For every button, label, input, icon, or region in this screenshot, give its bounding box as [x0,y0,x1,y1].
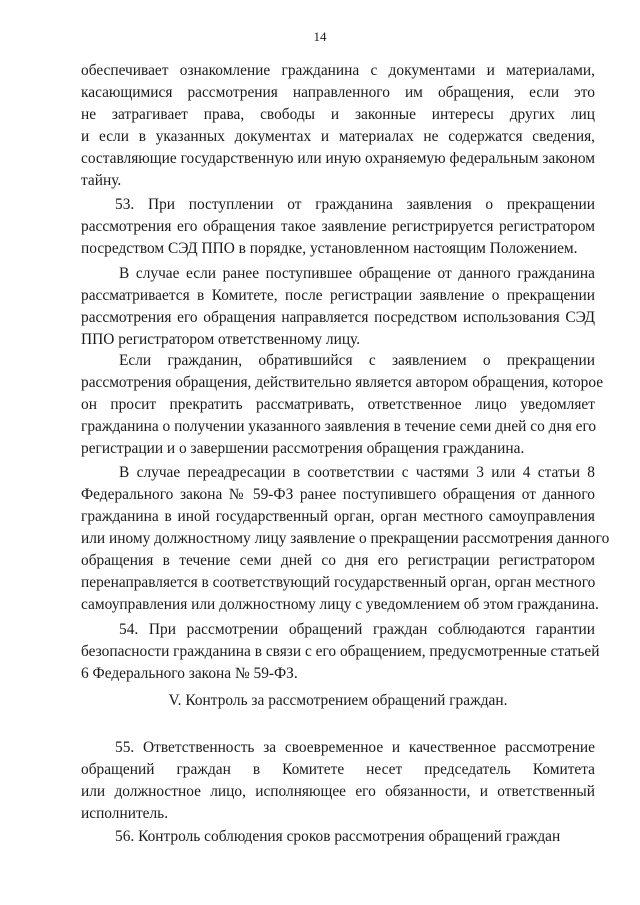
text-line: регистрации и о завершении рассмотрения обращения гражданина. [81,440,525,457]
text-line: 6 Федерального закона № 59-ФЗ. [81,665,298,682]
text-line: тайну. [81,172,122,189]
text-line: самоуправления или должностному лицу с уведомлением об этом гражданина. [81,596,599,613]
text-line: или иному должностному лицу заявление о прекращении рассмотрения данного [81,530,610,547]
text-line: безопасности гражданина в связи с его обращением, предусмотренные статьей [81,643,600,660]
text-line: или должностное лицо, исполняющее его обязанности, и ответственный [81,783,595,800]
text-line: обеспечивает ознакомление гражданина с документами и материалами, [81,62,595,79]
text-line: не затрагивает права, свободы и законные интересы других лиц [81,106,595,123]
text-line: гражданина о получении указанного заявления в течение семи дней со дня его [81,418,597,435]
text-line: ППО регистратором ответственному лицу. [81,331,361,348]
text-line: В случае переадресации в соответствии с частями 3 или 4 статьи 8 [119,464,595,481]
section-heading: V. Контроль за рассмотрением обращений граждан. [168,692,508,709]
text-line: 54. При рассмотрении обращений граждан соблюдаются гарантии [119,621,595,638]
text-line: Федерального закона № 59-ФЗ ранее поступившего обращения от данного [81,486,595,503]
text-line: обращения в течение семи дней со дня его регистрации регистратором [81,552,595,569]
text-line: гражданина в иной государственный орган, орган местного самоуправления [81,508,595,525]
text-line: составляющие государственную или иную охраняемую федеральным законом [81,150,595,167]
page-number: 14 [313,29,327,44]
text-line: 55. Ответственность за своевременное и качественное рассмотрение [115,739,595,756]
text-line: рассмотрения его обращения направляется посредством использования СЭД [81,309,595,326]
text-line: 53. При поступлении от гражданина заявления о прекращении [115,196,595,213]
text-line: рассмотрения обращения, действительно является автором обращения, которое [81,374,604,391]
text-line: посредством СЭД ППО в порядке, установленном настоящим Положением. [81,240,578,257]
text-line: обращений граждан в Комитете несет председатель Комитета [81,761,595,778]
text-line: Если гражданин, обратившийся с заявлением о прекращении [119,352,595,369]
text-line: исполнитель. [81,805,169,822]
text-line: касающимися рассмотрения направленного им обращения, если это [81,84,595,101]
text-line: В случае если ранее поступившее обращение от данного гражданина [119,265,595,282]
text-line: и если в указанных документах и материалах не содержатся сведения, [81,128,595,145]
text-line: 56. Контроль соблюдения сроков рассмотрения обращений граждан [115,828,561,845]
text-line: рассматривается в Комитете, после регистрации заявление о прекращении [81,287,595,304]
text-line: он просит прекратить рассматривать, ответственное лицо уведомляет [81,396,595,413]
text-line: рассмотрения его обращения такое заявление регистрируется регистратором [81,218,595,235]
text-line: перенаправляется в соответствующий государственный орган, орган местного [81,574,596,591]
